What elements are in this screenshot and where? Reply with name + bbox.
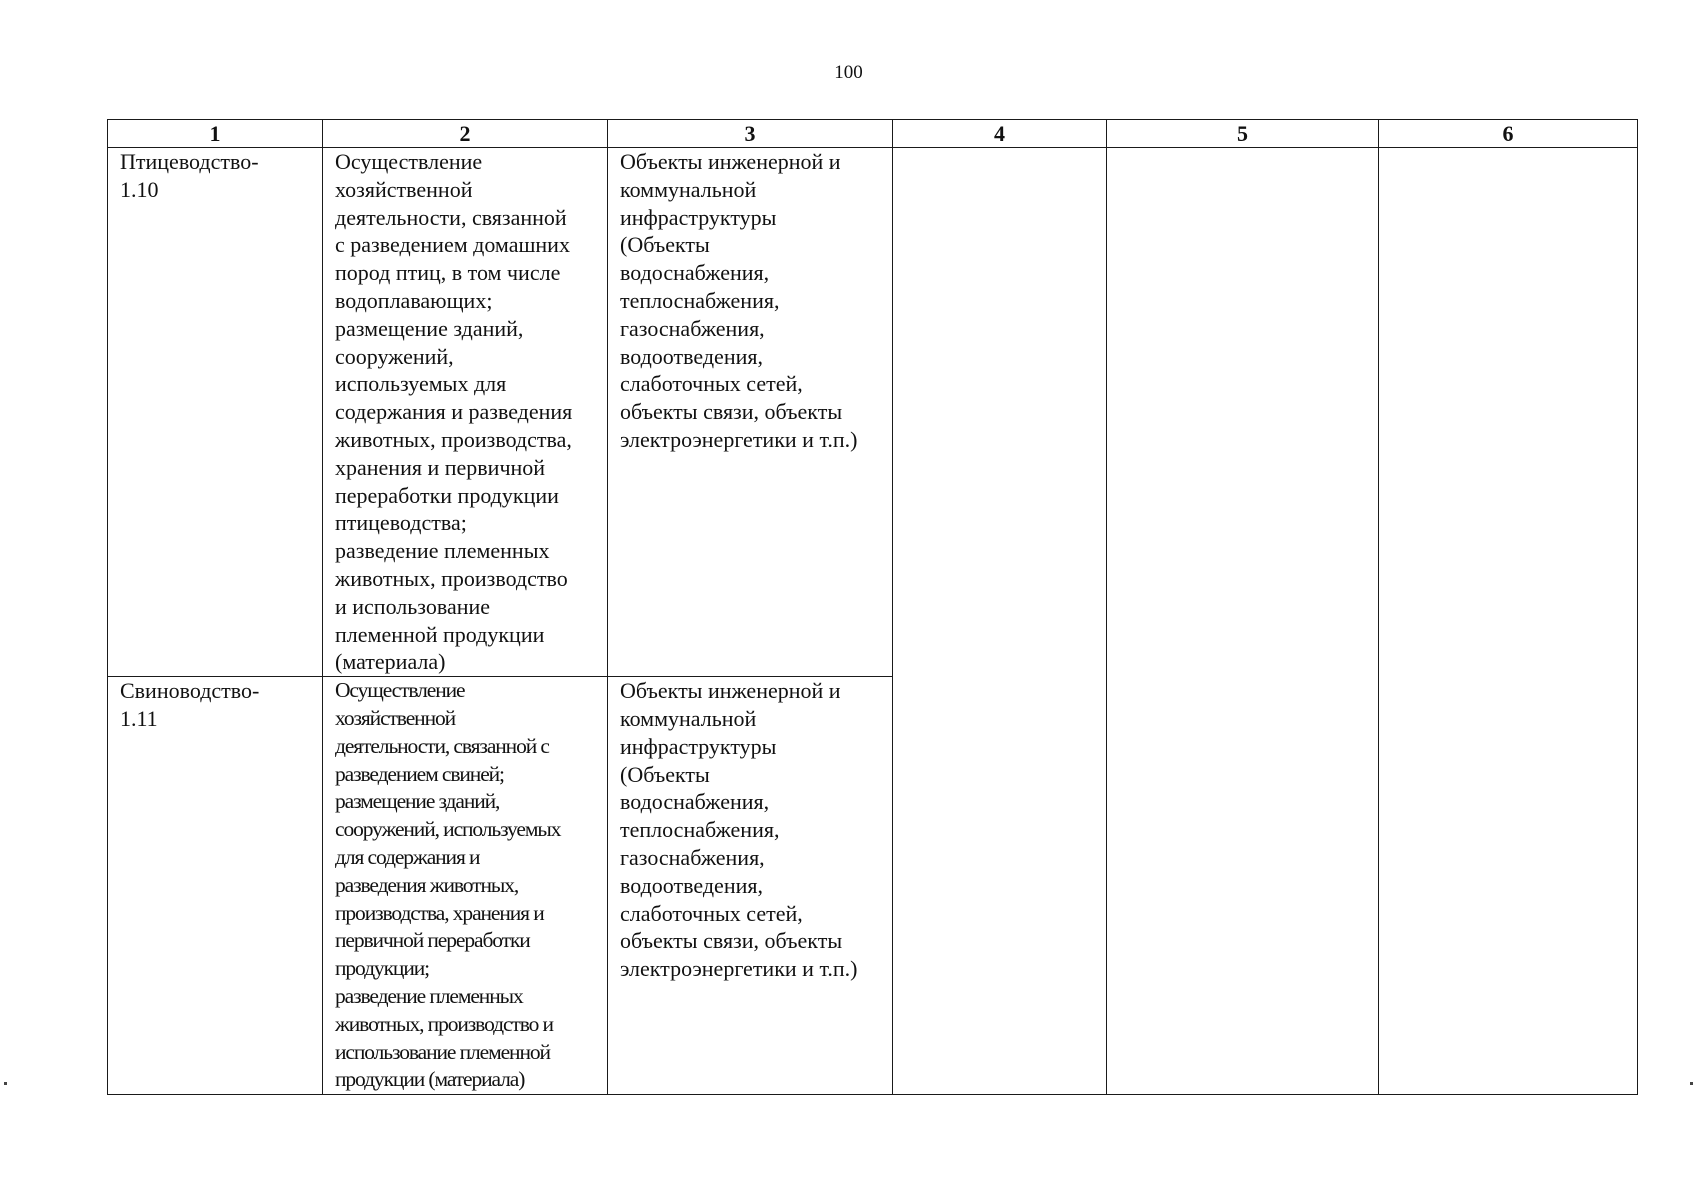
header-col-3: 3	[608, 120, 893, 148]
header-col-2: 2	[323, 120, 608, 148]
scan-speck-right	[1690, 1082, 1693, 1085]
land-use-type-cell	[108, 148, 323, 677]
header-col-6: 6	[1379, 120, 1638, 148]
land-use-type-cell	[108, 677, 323, 1095]
land-use-type-text: Свиноводство- 1.11	[120, 678, 260, 731]
infrastructure-cell	[608, 677, 893, 1095]
description-cell	[323, 677, 608, 1095]
table-header-row	[108, 120, 1638, 148]
zoning-table	[107, 119, 1638, 1095]
description-cell	[323, 148, 608, 677]
header-col-5: 5	[1107, 120, 1379, 148]
col-4-cell	[893, 148, 1107, 1095]
header-col-4: 4	[893, 120, 1107, 148]
table-row	[108, 148, 1638, 677]
description-text: Осуществление хозяйственной деятельности, связанной с разведением свиней; размещение зданий, сооружений, используемых для содержания и разведения животных, производства, хранения и первичной переработки продукции; разведение племенных животных, производство и использование племенной продукции (материала)	[335, 678, 561, 1092]
description-text: Осуществление хозяйственной деятельности, связанной с разведением домашних пород птиц, в том числе водоплавающих; размещение зданий, сооружений, используемых для содержания и разведения животных, производства, хранения и первичной переработки продукции птицеводства; разведение племенных животных, производство и использование племенной продукции (материала)	[335, 149, 573, 675]
scan-speck-left	[4, 1082, 7, 1085]
col-5-cell	[1107, 148, 1379, 1095]
infrastructure-cell	[608, 148, 893, 677]
infrastructure-text: Объекты инженерной и коммунальной инфраструктуры (Объекты водоснабжения, теплоснабжения, газоснабжения, водоотведения, слаботочных сетей, объекты связи, объекты электроэнергетики и т.п.)	[620, 149, 858, 452]
infrastructure-text: Объекты инженерной и коммунальной инфраструктуры (Объекты водоснабжения, теплоснабжения, газоснабжения, водоотведения, слаботочных сетей, объекты связи, объекты электроэнергетики и т.п.)	[620, 678, 858, 982]
page-number: 100	[834, 62, 863, 83]
col-6-cell	[1379, 148, 1638, 1095]
header-col-1: 1	[108, 120, 323, 148]
land-use-type-text: Птицеводство- 1.10	[120, 149, 259, 202]
